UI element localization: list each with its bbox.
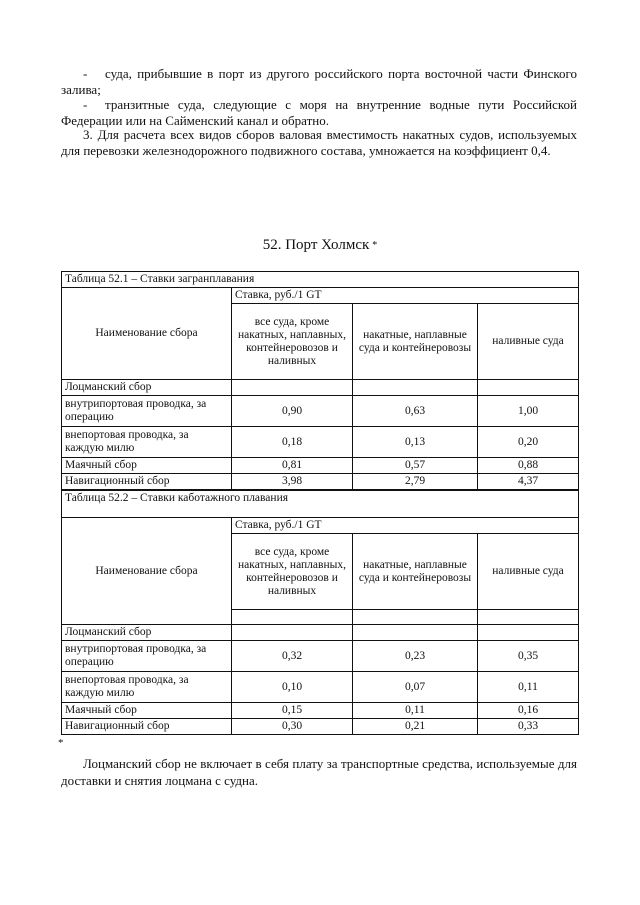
row-value: 0,20: [478, 427, 579, 458]
table-caption: Таблица 52.1 – Ставки загранплавания: [62, 272, 579, 288]
table-row: [62, 641, 579, 672]
intro-item-2-text: транзитные суда, следующие с моря на внутренние водные пути Российской Федерации или на Сайменский канал и обратно.: [61, 97, 577, 128]
row-value: 0,81: [232, 458, 353, 474]
empty-cell: [353, 380, 478, 396]
row-value: 0,10: [232, 672, 353, 703]
row-value: 0,15: [232, 703, 353, 719]
table-52-2: [61, 490, 579, 735]
rate-header: Ставка, руб./1 GT: [232, 288, 579, 304]
row-value: 0,30: [232, 719, 353, 735]
row-name: внепортовая проводка, за каждую милю: [62, 427, 232, 458]
empty-cell: [232, 380, 353, 396]
table-row: [62, 474, 579, 490]
table-row: [62, 703, 579, 719]
empty-cell: [478, 625, 579, 641]
row-value: 0,35: [478, 641, 579, 672]
row-name: Маячный сбор: [62, 703, 232, 719]
row-value: 0,33: [478, 719, 579, 735]
row-value: 0,07: [353, 672, 478, 703]
intro-note-3: 3. Для расчета всех видов сборов валовая вместимость накатных судов, используемых для перевозки железнодорожного подвижного состава, умножается на коэффициент 0,4.: [61, 127, 577, 158]
section-title: [0, 236, 640, 255]
empty-cell: [478, 380, 579, 396]
table-row: [62, 427, 579, 458]
footnote-mark: *: [58, 737, 64, 749]
row-value: 0,16: [478, 703, 579, 719]
row-name: внепортовая проводка, за каждую милю: [62, 672, 232, 703]
empty-cell: [353, 625, 478, 641]
row-value: 0,11: [478, 672, 579, 703]
intro-item-1: [61, 66, 577, 98]
row-value: 2,79: [353, 474, 478, 490]
intro-item-1-text: суда, прибывшие в порт из другого российского порта восточной части Финского залива;: [61, 66, 577, 97]
group-label-pilotage: Лоцманский сбор: [62, 625, 232, 641]
name-header: Наименование сбора: [62, 288, 232, 380]
table-row: [62, 672, 579, 703]
col-header-tankers: наливные суда: [478, 304, 579, 380]
table-52-1: [61, 271, 579, 490]
row-value: 1,00: [478, 396, 579, 427]
col-header-roro-containers: накатные, наплавные суда и контейнеровозы: [353, 304, 478, 380]
row-name: Навигационный сбор: [62, 474, 232, 490]
row-name: внутрипортовая проводка, за операцию: [62, 641, 232, 672]
empty-cell: [232, 625, 353, 641]
row-value: 0,63: [353, 396, 478, 427]
empty-cell: [353, 610, 478, 625]
row-name: Маячный сбор: [62, 458, 232, 474]
col-header-roro-containers: накатные, наплавные суда и контейнеровозы: [353, 534, 478, 610]
col-header-all-ships: все суда, кроме накатных, наплавных, контейнеровозов и наливных: [232, 534, 353, 610]
group-label-pilotage: Лоцманский сбор: [62, 380, 232, 396]
section-title-footnote-mark: *: [372, 240, 378, 251]
row-value: 4,37: [478, 474, 579, 490]
table-row: [62, 458, 579, 474]
intro-item-2-marker: -: [83, 97, 88, 112]
intro-item-1-marker: -: [83, 66, 88, 81]
row-value: 0,88: [478, 458, 579, 474]
empty-cell: [232, 610, 353, 625]
rate-header: Ставка, руб./1 GT: [232, 518, 579, 534]
row-value: 3,98: [232, 474, 353, 490]
footnote-text: Лоцманский сбор не включает в себя плату за транспортные средства, используемые для доставки и снятия лоцмана с судна.: [61, 756, 577, 788]
intro-item-2: [61, 97, 577, 129]
row-value: 0,18: [232, 427, 353, 458]
row-value: 0,23: [353, 641, 478, 672]
empty-cell: [478, 610, 579, 625]
table-caption: Таблица 52.2 – Ставки каботажного плавания: [62, 491, 579, 518]
col-header-tankers: наливные суда: [478, 534, 579, 610]
section-title-text: 52. Порт Холмск: [262, 237, 370, 253]
table-row: [62, 719, 579, 735]
table-row: [62, 396, 579, 427]
col-header-all-ships: все суда, кроме накатных, наплавных, контейнеровозов и наливных: [232, 304, 353, 380]
row-value: 0,11: [353, 703, 478, 719]
row-value: 0,21: [353, 719, 478, 735]
name-header: Наименование сбора: [62, 518, 232, 625]
row-name: внутрипортовая проводка, за операцию: [62, 396, 232, 427]
row-value: 0,90: [232, 396, 353, 427]
row-value: 0,13: [353, 427, 478, 458]
row-value: 0,32: [232, 641, 353, 672]
row-name: Навигационный сбор: [62, 719, 232, 735]
row-value: 0,57: [353, 458, 478, 474]
